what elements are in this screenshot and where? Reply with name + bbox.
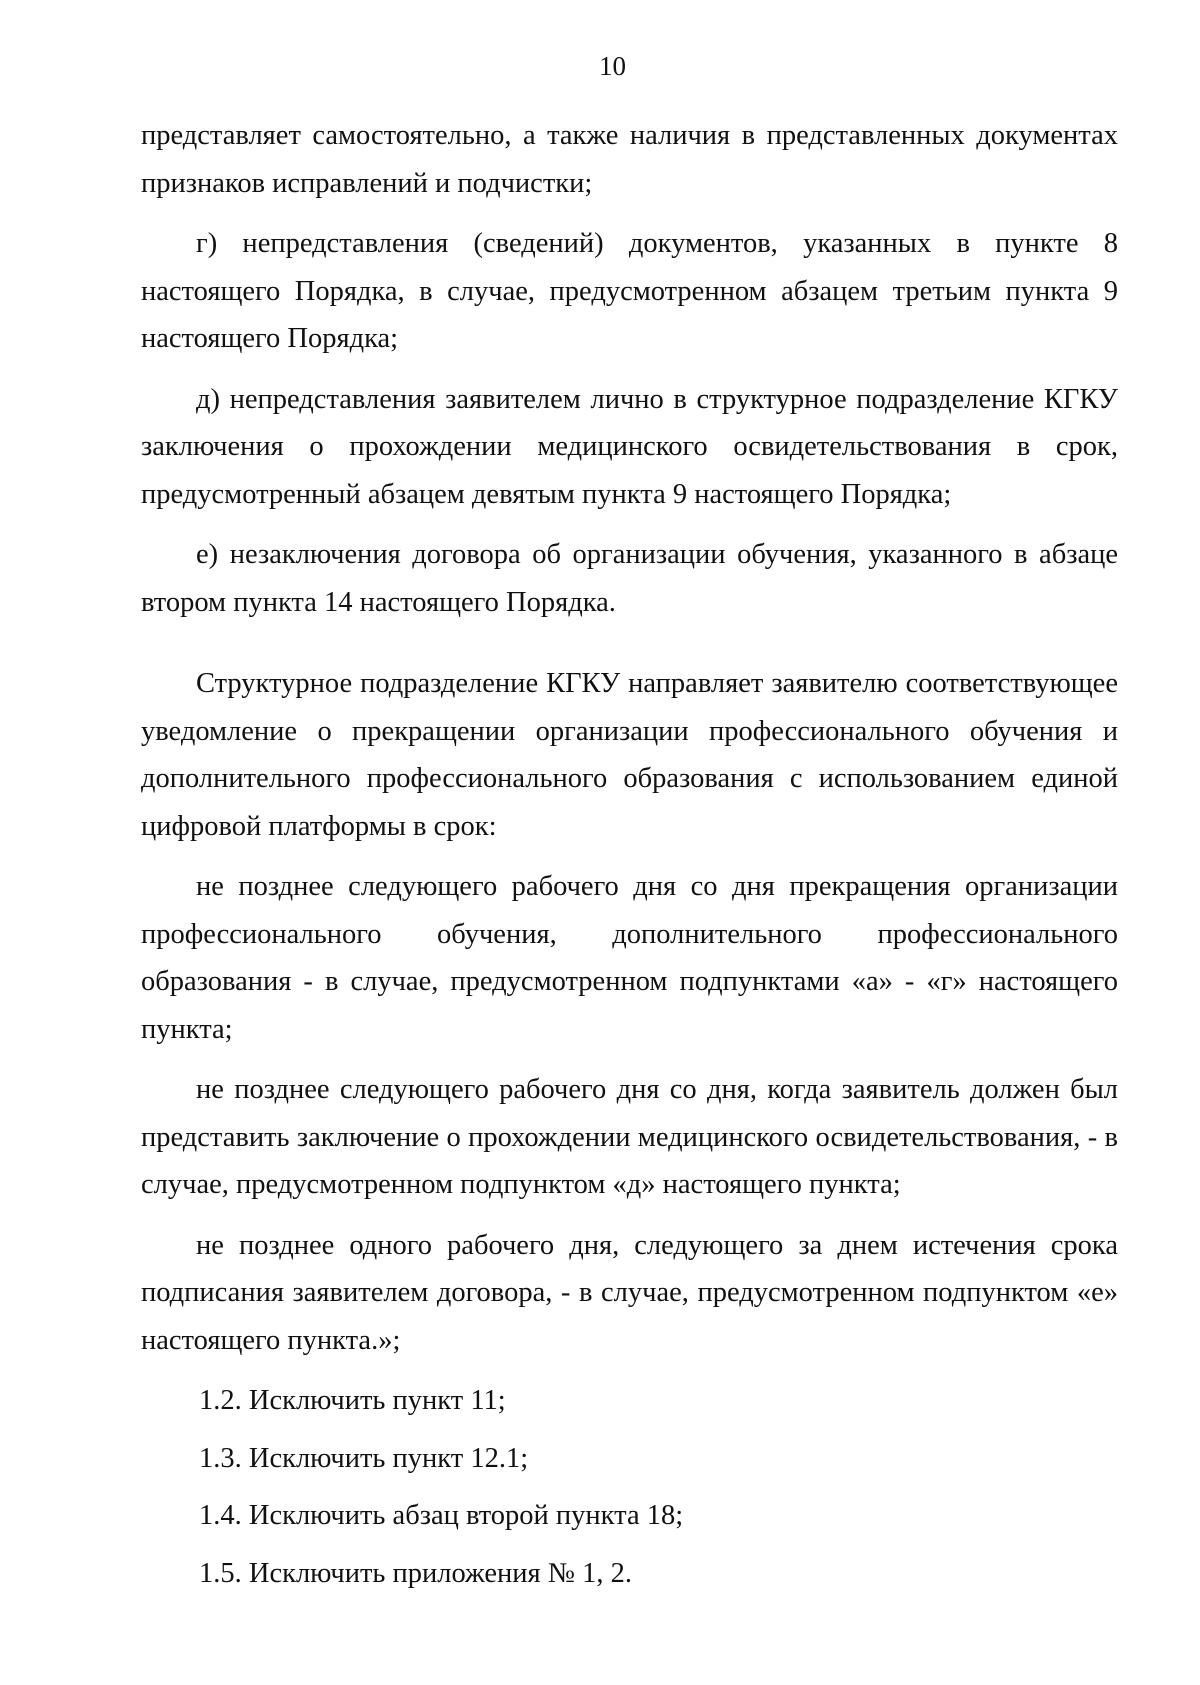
paragraph-subitem-d: д) непредставления заявителем лично в структурное подразделение КГКУ заключения о прохождении медицинского освидетельствования в срок, предусмотренный абзацем девятым пункта 9 настоящего Порядка; <box>141 383 1118 510</box>
paragraph-notification: Структурное подразделение КГКУ направляет заявителю соответствующее уведомление о прекращении организации профессионального обучения и дополнительного профессионального образования с использованием единой цифровой платформы в срок: <box>141 668 1118 842</box>
paragraph-subitem-e: е) незаключения договора об организации обучения, указанного в абзаце втором пункта 14 настоящего Порядка. <box>141 539 1118 618</box>
paragraph-deadline-3: не позднее одного рабочего дня, следующего за днем истечения срока подписания заявителем договора, - в случае, предусмотренном подпунктом «е» настоящего пункта.»; <box>141 1229 1118 1356</box>
page-number: 10 <box>599 51 626 81</box>
paragraph-subitem-g: г) непредставления (сведений) документов, указанных в пункте 8 настоящего Порядка, в случае, предусмотренном абзацем третьим пункта 9 настоящего Порядка; <box>141 228 1118 354</box>
document-body <box>141 112 1118 1607</box>
paragraph-deadline-1: не позднее следующего рабочего дня со дня прекращения организации профессионального обучения, дополнительного профессионального образования - в случае, предусмотренном подпунктами «а» - «г» настоящего пункта; <box>141 871 1118 1045</box>
list-item-1-2: 1.2. Исключить пункт 11; <box>199 1385 506 1416</box>
paragraph-deadline-2: не позднее следующего рабочего дня со дня, когда заявитель должен был представить заключение о прохождении медицинского освидетельствования, - в случае, предусмотренном подпунктом «д» настоящего пункта; <box>141 1074 1118 1200</box>
list-item-1-4: 1.4. Исключить абзац второй пункта 18; <box>199 1500 684 1531</box>
list-item-1-3: 1.3. Исключить пункт 12.1; <box>199 1442 529 1474</box>
paragraph-continuation: представляет самостоятельно, а также наличия в представленных документах признаков исправлений и подчистки; <box>141 120 1118 199</box>
list-item-1-5: 1.5. Исключить приложения № 1, 2. <box>199 1557 632 1589</box>
